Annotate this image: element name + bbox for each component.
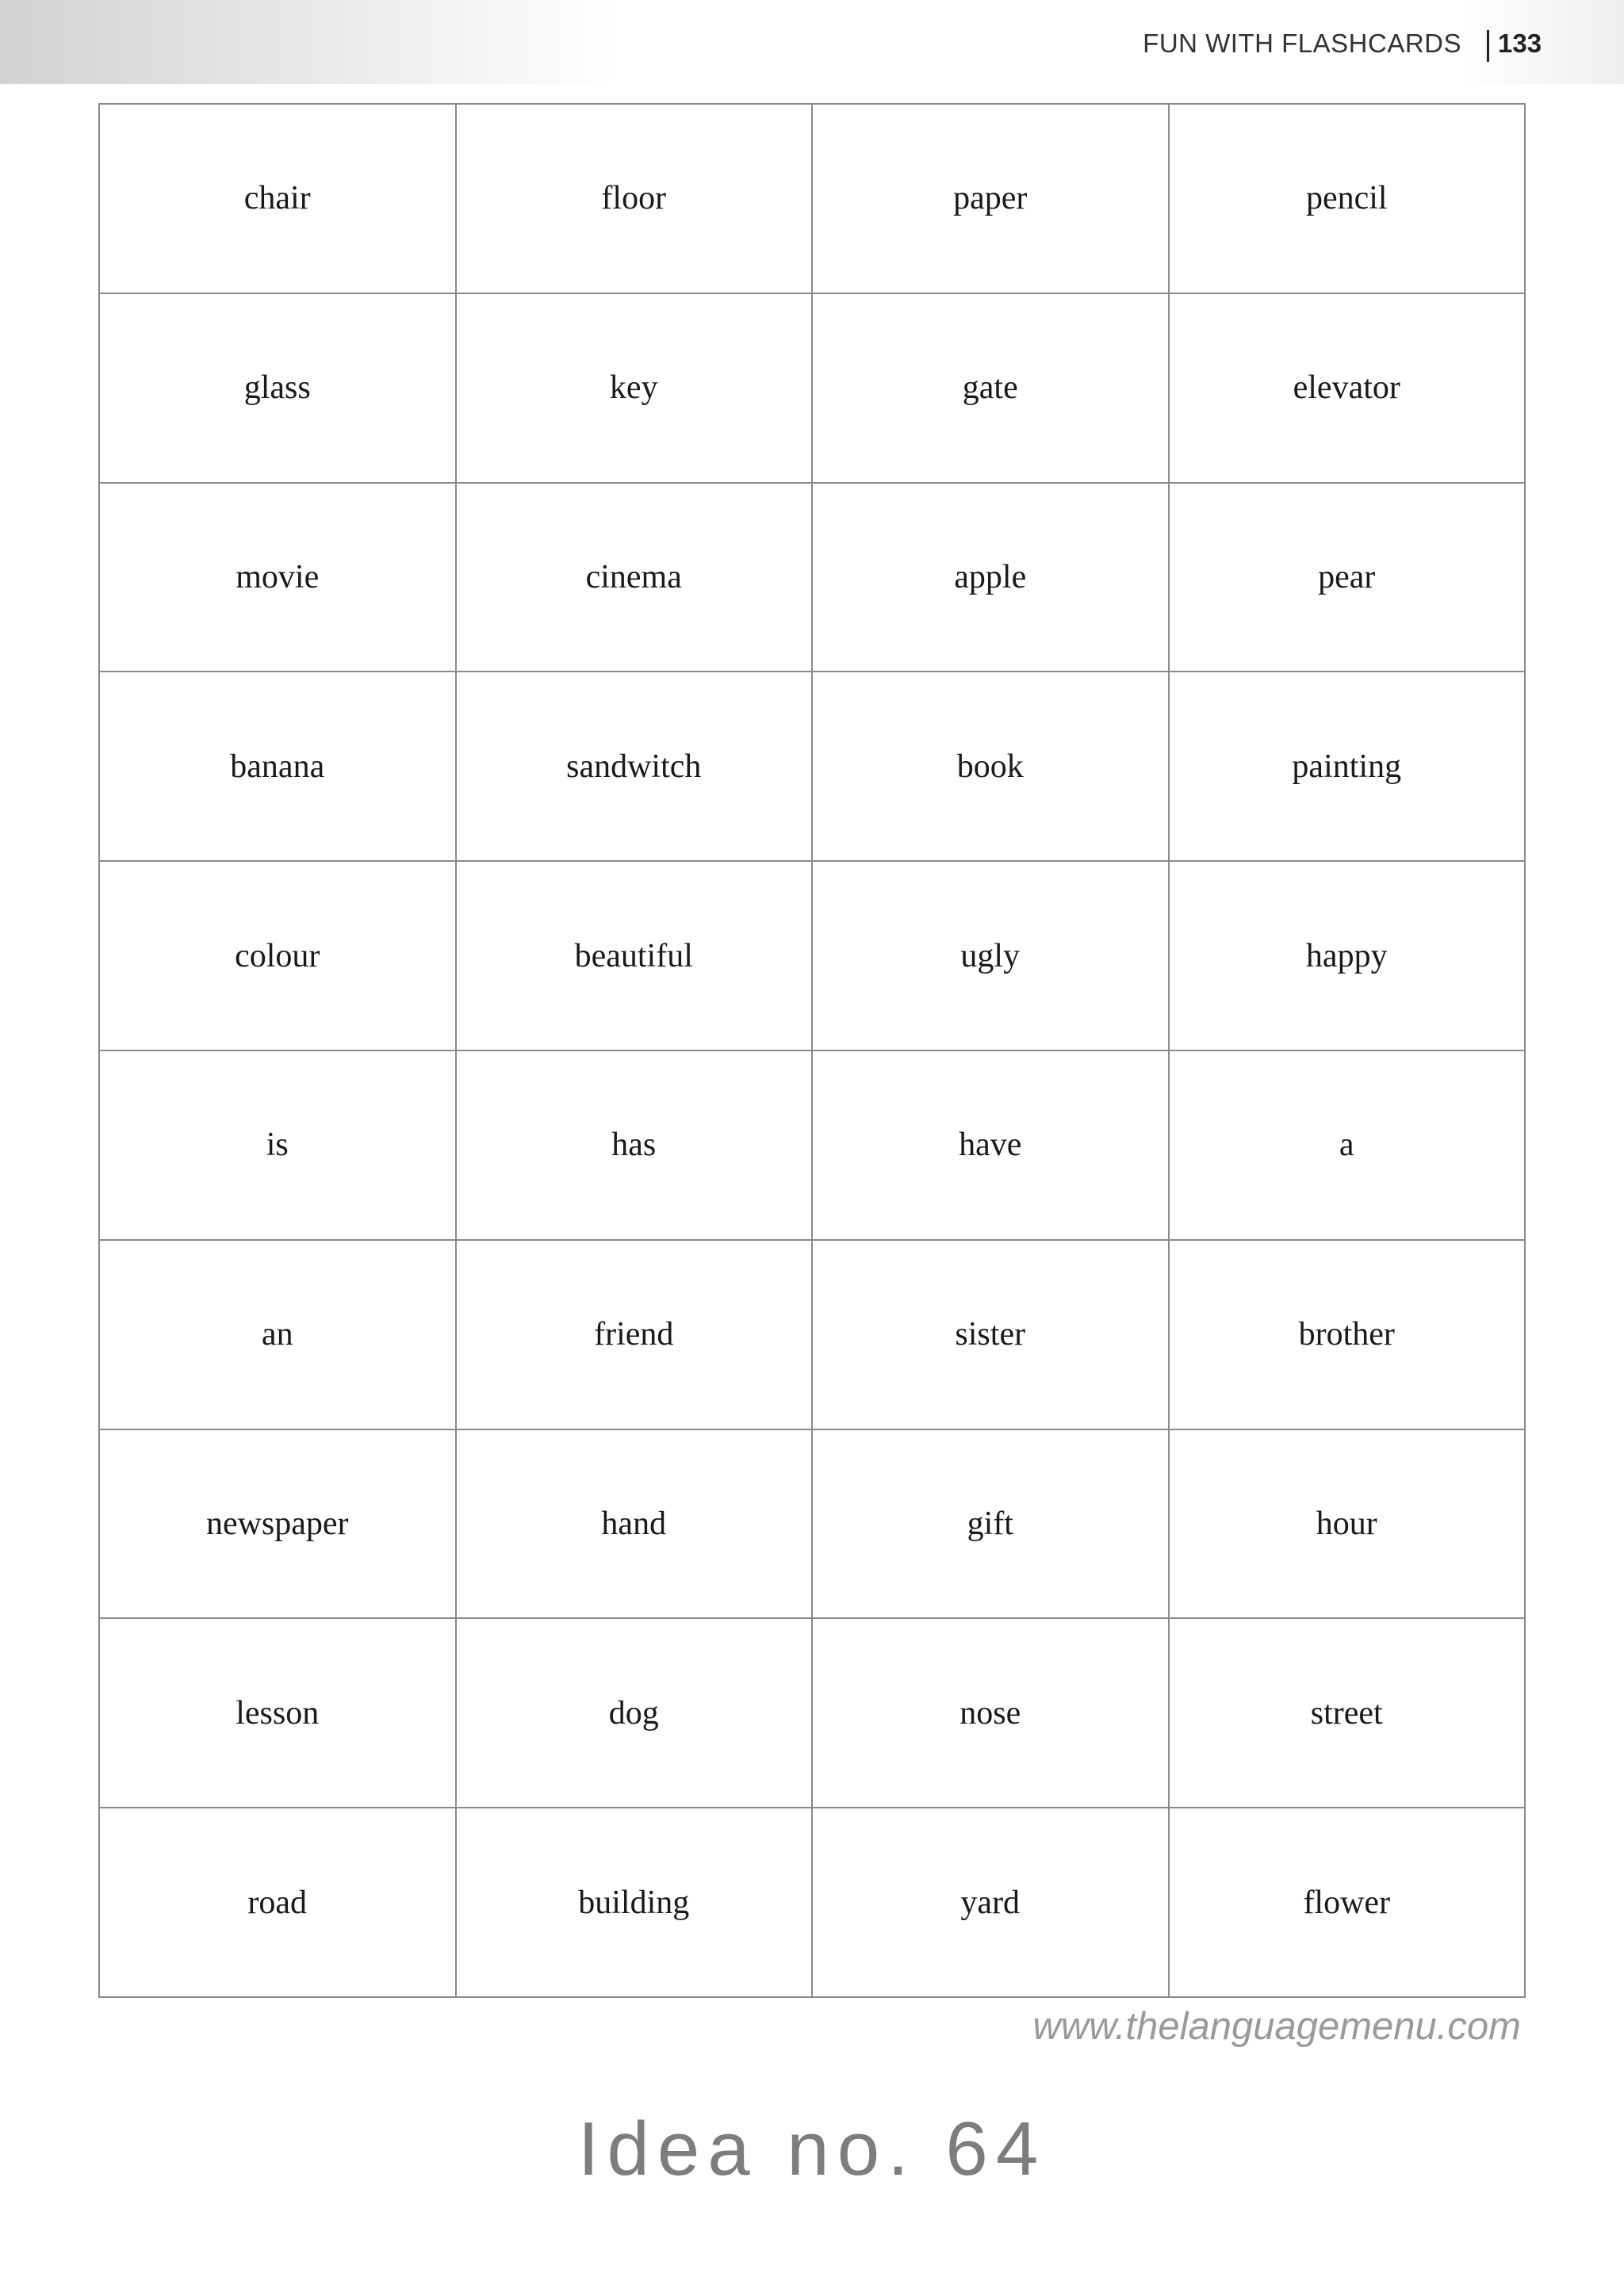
flashcard-grid [98, 103, 1526, 1998]
flashcard: lesson [100, 1619, 457, 1808]
flashcard: sandwitch [457, 672, 814, 862]
flashcard: gift [813, 1430, 1170, 1620]
flashcard: key [457, 294, 814, 484]
flashcard: street [1170, 1619, 1526, 1808]
flashcard: ugly [813, 862, 1170, 1051]
flashcard: book [813, 672, 1170, 862]
flashcard: flower [1170, 1808, 1526, 1998]
flashcard: paper [813, 105, 1170, 294]
flashcard: pencil [1170, 105, 1526, 294]
flashcard: sister [813, 1241, 1170, 1430]
flashcard: cinema [457, 484, 814, 673]
flashcard: road [100, 1808, 457, 1998]
flashcard: hand [457, 1430, 814, 1620]
flashcard: happy [1170, 862, 1526, 1051]
flashcard: movie [100, 484, 457, 673]
page-number: 133 [1498, 29, 1542, 58]
flashcard: beautiful [457, 862, 814, 1051]
flashcard: banana [100, 672, 457, 862]
flashcard: friend [457, 1241, 814, 1430]
flashcard: pear [1170, 484, 1526, 673]
flashcard: hour [1170, 1430, 1526, 1620]
flashcard: painting [1170, 672, 1526, 862]
flashcard: nose [813, 1619, 1170, 1808]
flashcard: building [457, 1808, 814, 1998]
flashcard: chair [100, 105, 457, 294]
flashcard: elevator [1170, 294, 1526, 484]
flashcard: a [1170, 1051, 1526, 1241]
flashcard: apple [813, 484, 1170, 673]
flashcard: yard [813, 1808, 1170, 1998]
idea-title: Idea no. 64 [577, 2107, 1047, 2191]
flashcard: an [100, 1241, 457, 1430]
running-header-title: FUN WITH FLASHCARDS [1143, 29, 1461, 58]
flashcard: brother [1170, 1241, 1526, 1430]
flashcard: dog [457, 1619, 814, 1808]
flashcard: has [457, 1051, 814, 1241]
flashcard: gate [813, 294, 1170, 484]
flashcard: newspaper [100, 1430, 457, 1620]
flashcard: glass [100, 294, 457, 484]
flashcard: have [813, 1051, 1170, 1241]
flashcard: colour [100, 862, 457, 1051]
website-url: www.thelanguagemenu.com [1032, 2005, 1521, 2048]
flashcard: is [100, 1051, 457, 1241]
flashcard: floor [457, 105, 814, 294]
header-divider [1487, 30, 1489, 62]
